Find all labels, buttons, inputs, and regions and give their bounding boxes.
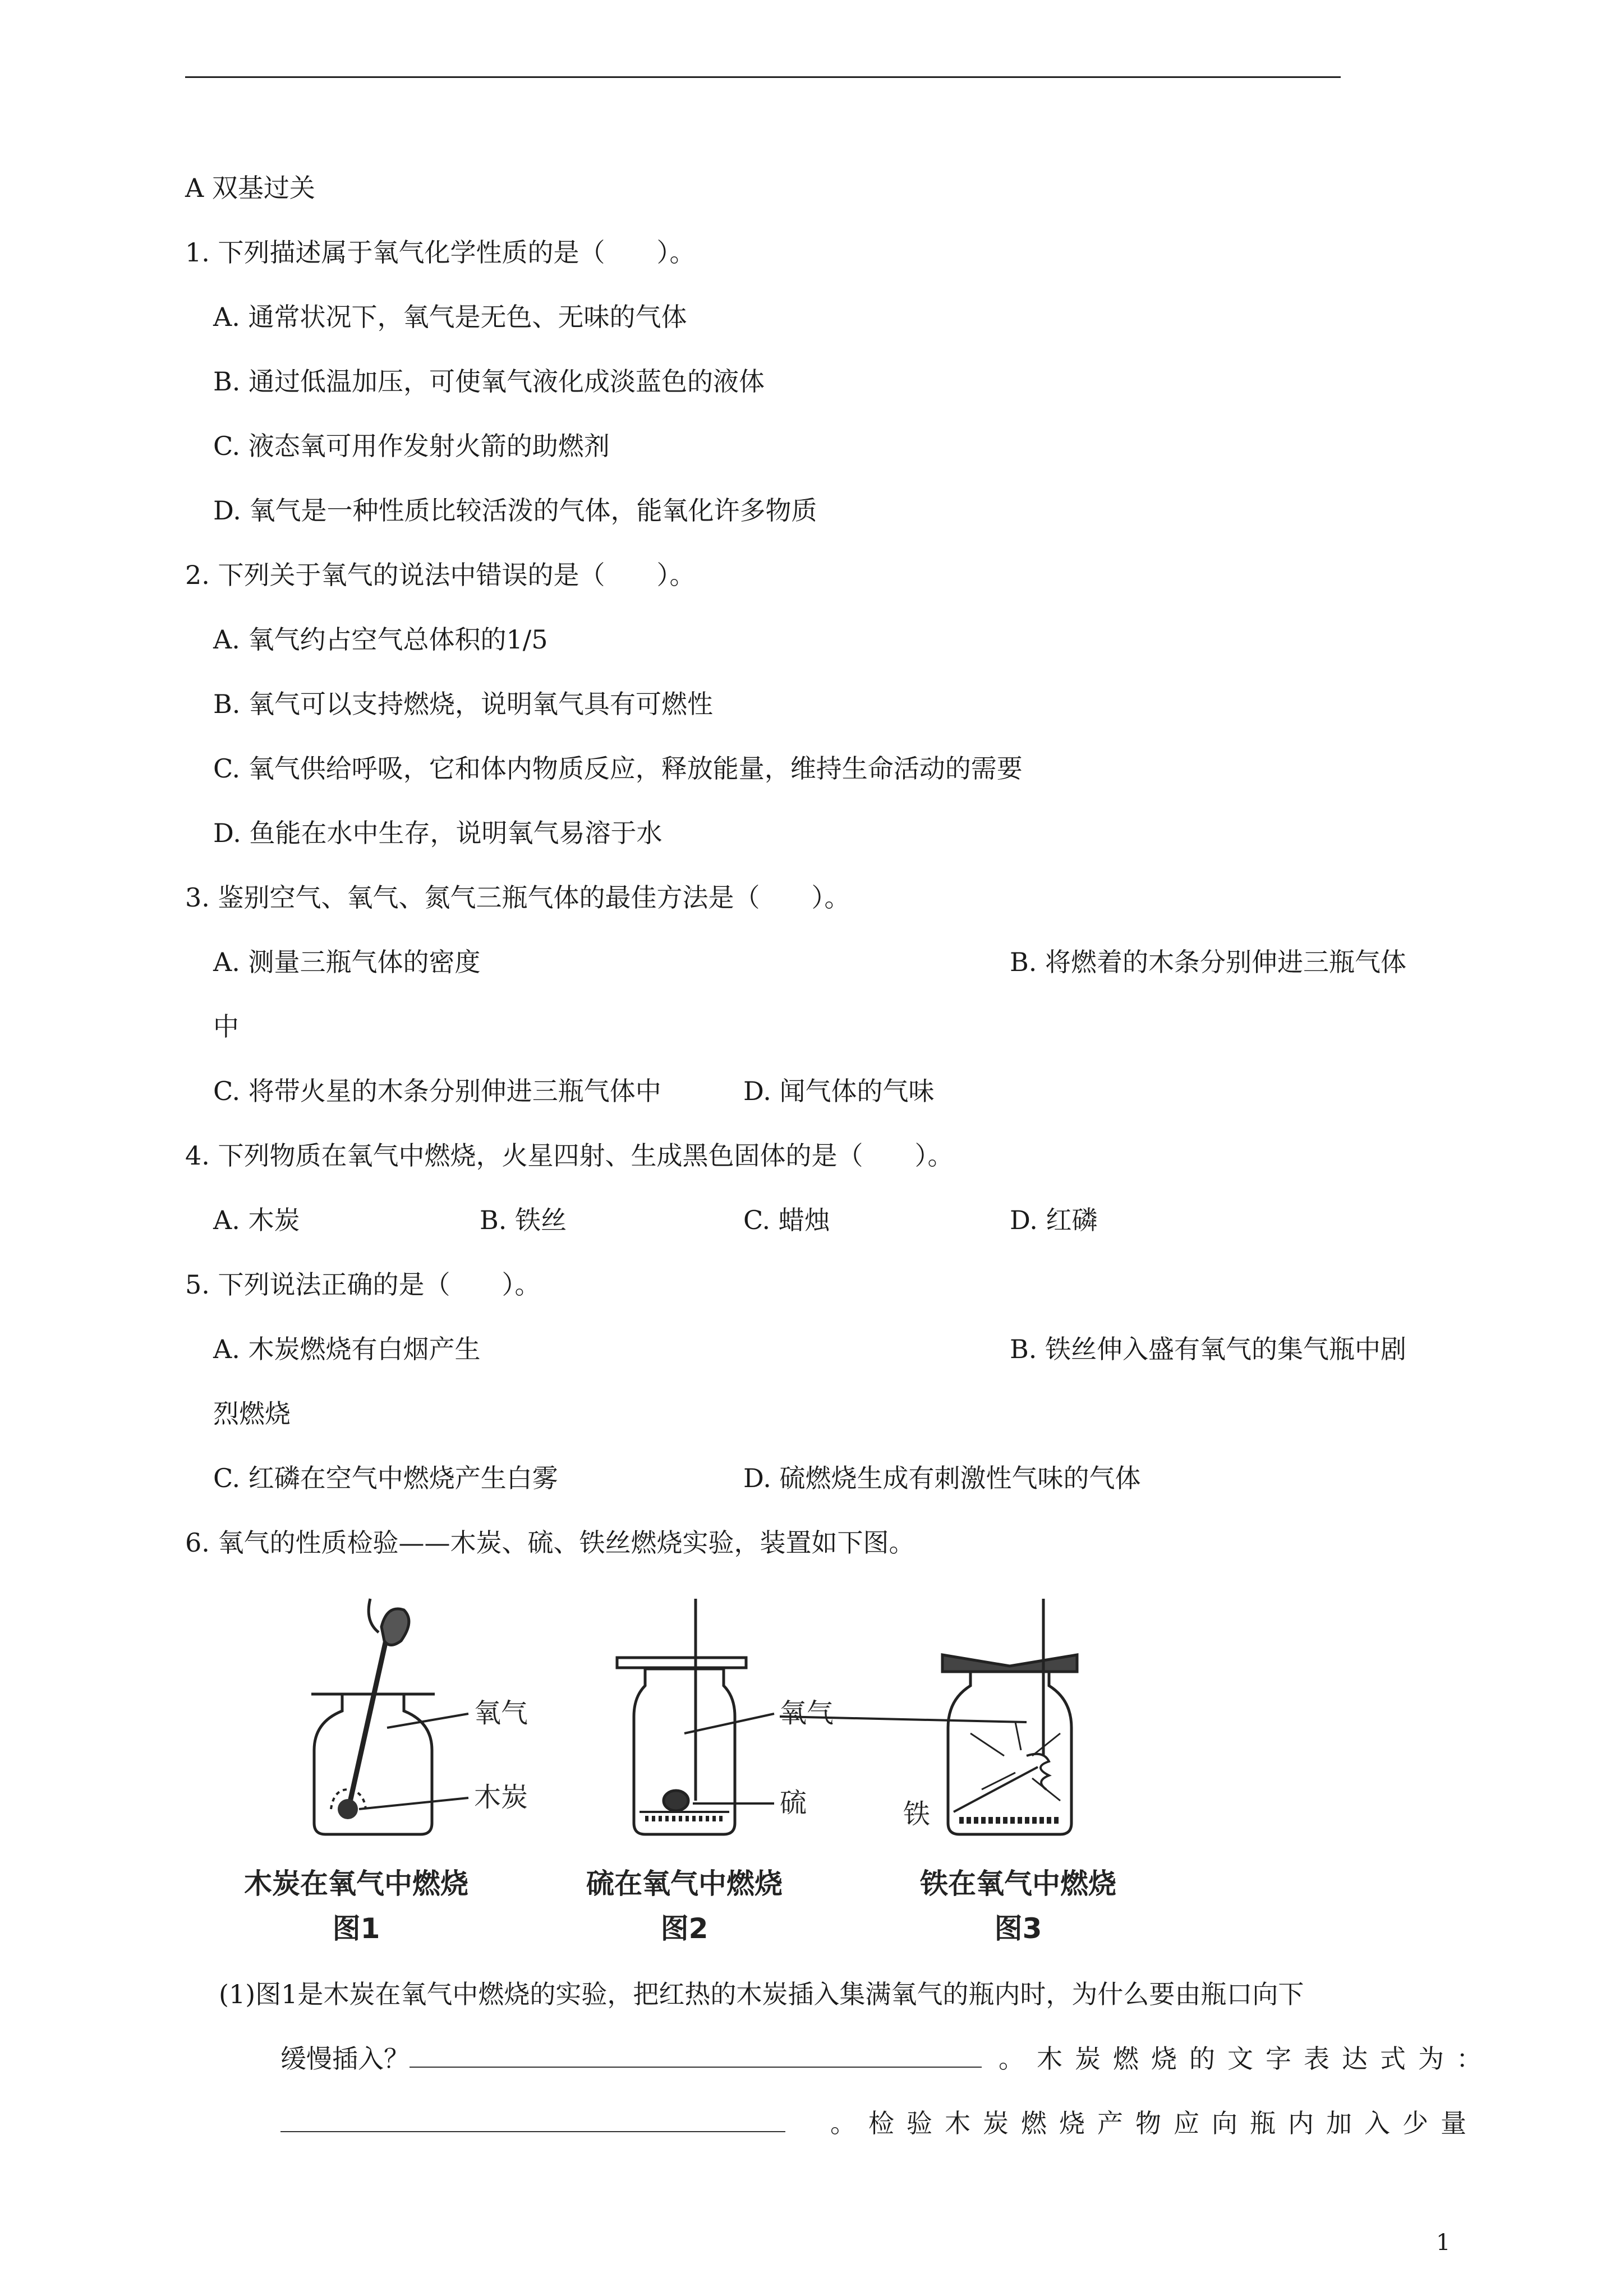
header-rule (185, 76, 1341, 78)
fig3-label: 图3 (994, 1912, 1042, 1945)
section-title: A 双基过关 (185, 173, 315, 203)
q6-sub1-line3 (280, 2106, 1479, 2140)
q2-option-b: B. 氧气可以支持燃烧，说明氧气具有可燃性 (213, 689, 714, 719)
fig3-caption: 铁在氧气中燃烧 (920, 1867, 1116, 1900)
q4-option-c: C. 蜡烛 (743, 1205, 830, 1235)
q3-option-d: D. 闻气体的气味 (743, 1076, 935, 1106)
fig1-substance-label: 木炭 (474, 1782, 528, 1813)
q3-stem: 3. 鉴别空气、氧气、氮气三瓶气体的最佳方法是（ ）。 (185, 882, 850, 913)
q1-option-d: D. 氧气是一种性质比较活泼的气体，能氧化许多物质 (213, 495, 817, 526)
fig1-gas-label: 氧气 (474, 1697, 528, 1729)
q4-option-b: B. 铁丝 (480, 1205, 567, 1235)
q4-option-d: D. 红磷 (1010, 1205, 1098, 1235)
fig2-apparatus (617, 1599, 774, 1834)
q6-sub1-line1: (1)图1是木炭在氧气中燃烧的实验，把红热的木炭插入集满氧气的瓶内时，为什么要由瓶口向下 (219, 1979, 1304, 2009)
answer-blank-2[interactable] (280, 2109, 785, 2132)
q1-option-b: B. 通过低温加压，可使氧气液化成淡蓝色的液体 (213, 366, 765, 397)
page-number: 1 (1436, 2230, 1451, 2256)
q4-option-a: A. 木炭 (213, 1205, 300, 1235)
q3-option-a: A. 测量三瓶气体的密度 (213, 947, 481, 977)
q5-stem: 5. 下列说法正确的是（ ）。 (185, 1269, 541, 1300)
q1-option-c: C. 液态氧可用作发射火箭的助燃剂 (213, 431, 610, 461)
q5-option-c: C. 红磷在空气中燃烧产生白雾 (213, 1463, 558, 1493)
combustion-experiment-figure (219, 1588, 1184, 1947)
q5-option-b-continued: 烈燃烧 (213, 1398, 291, 1429)
q1-stem: 1. 下列描述属于氧气化学性质的是（ ）。 (185, 237, 696, 268)
fig1-apparatus (311, 1599, 468, 1834)
q6-sub1-equation-prompt: 。木炭燃烧的文字表达式为： (999, 2044, 1494, 2074)
q6-stem: 6. 氧气的性质检验——木炭、硫、铁丝燃烧实验，装置如下图。 (185, 1527, 915, 1558)
q6-sub1-question: 缓慢插入？ (280, 2044, 410, 2074)
q6-sub1-test-prompt: 。检验木炭燃烧产物应向瓶内加入少量 (830, 2108, 1479, 2138)
fig2-gas-label: 氧气 (780, 1697, 834, 1729)
q4-stem: 4. 下列物质在氧气中燃烧，火星四射、生成黑色固体的是（ ）。 (185, 1140, 954, 1171)
q3-option-b-continued: 中 (213, 1011, 239, 1042)
fig2-caption: 硫在氧气中燃烧 (586, 1867, 783, 1900)
q5-option-b: B. 铁丝伸入盛有氧气的集气瓶中剧 (1010, 1334, 1407, 1364)
q3-option-b: B. 将燃着的木条分别伸进三瓶气体 (1010, 947, 1407, 977)
q2-option-c: C. 氧气供给呼吸，它和体内物质反应，释放能量，维持生命活动的需要 (213, 753, 1023, 784)
q5-option-a: A. 木炭燃烧有白烟产生 (213, 1334, 481, 1364)
fig2-label: 图2 (660, 1912, 709, 1945)
fig3-substance-label: 铁 (903, 1798, 931, 1830)
q6-sub1-line2 (280, 2042, 1494, 2076)
fig1-caption: 木炭在氧气中燃烧 (244, 1867, 468, 1900)
q1-option-a: A. 通常状况下，氧气是无色、无味的气体 (213, 302, 687, 332)
q2-option-d: D. 鱼能在水中生存，说明氧气易溶于水 (213, 818, 663, 848)
q2-option-a: A. 氧气约占空气总体积的1/5 (213, 624, 548, 655)
q5-option-d: D. 硫燃烧生成有刺激性气味的气体 (743, 1463, 1141, 1493)
fig1-label: 图1 (332, 1912, 380, 1945)
answer-blank-1[interactable] (410, 2044, 982, 2068)
q2-stem: 2. 下列关于氧气的说法中错误的是（ ）。 (185, 560, 696, 590)
q3-option-c: C. 将带火星的木条分别伸进三瓶气体中 (213, 1076, 661, 1106)
fig2-substance-label: 硫 (780, 1787, 807, 1819)
